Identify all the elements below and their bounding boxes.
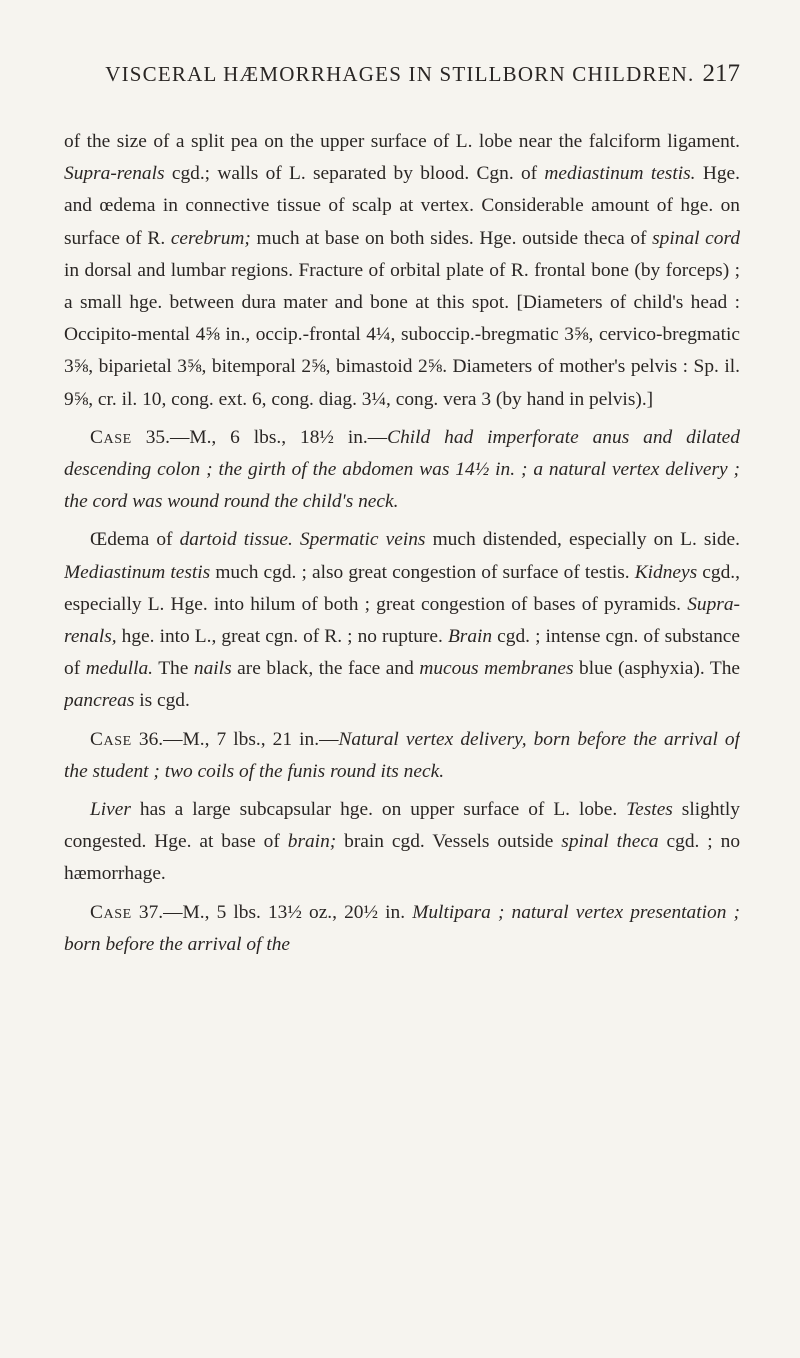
- paragraph-case-36-heading: [64, 724, 740, 788]
- text-run: much cgd. ; also great congestion of surface of testis.: [210, 561, 635, 583]
- italic-run: brain;: [287, 831, 337, 853]
- text-run: 36.—M., 7 lbs., 21 in.—: [131, 728, 339, 750]
- page-number: 217: [702, 60, 740, 87]
- italic-run: Multipara ; natural vertex presentation ; born before the arrival of the: [64, 901, 740, 955]
- text-run: much at base on both sides. Hge. outside theca of: [250, 227, 653, 249]
- italic-run: medulla.: [85, 658, 154, 680]
- book-page: [64, 60, 740, 1340]
- paragraph-case-34-continuation: [64, 126, 740, 416]
- italic-run: nails: [193, 658, 232, 680]
- italic-run: Mediastinum testis: [64, 561, 211, 583]
- running-head: [64, 60, 740, 100]
- paragraph-case-37-heading: [64, 897, 740, 961]
- text-run: are black, the face and: [231, 658, 420, 680]
- text-run: blue (asphyxia). The: [573, 658, 740, 680]
- text-run: The: [153, 658, 194, 680]
- body-text: [64, 126, 740, 961]
- text-run: Hge. and œdema in connective tissue of scalp at vertex. Considerable amount of hge. on surface of R.: [64, 163, 740, 249]
- italic-run: Brain: [447, 626, 493, 648]
- italic-run: Natural vertex delivery, born before the arrival of the student ; two coils of the funis round its neck.: [64, 728, 740, 782]
- text-run: cgd. ; intense cgn. of substance of: [64, 626, 740, 680]
- italic-run: Supra-renals: [64, 163, 165, 185]
- italic-run: pancreas: [64, 690, 135, 712]
- text-run: cgd.; walls of L. separated by blood. Cgn. of: [164, 163, 545, 185]
- italic-run: Supra-renals,: [64, 593, 740, 648]
- italic-run: Child had imperforate anus and dilated descending colon ; the girth of the abdomen was 14½ in. ; a natural vertex delivery ; the cord was wound round the child's neck.: [64, 426, 740, 513]
- text-run: [293, 529, 300, 550]
- text-run: brain cgd. Vessels outside: [336, 831, 562, 853]
- italic-run: Spermatic veins: [299, 529, 426, 551]
- italic-run: spinal theca: [561, 831, 659, 853]
- text-run: much distended, especially on L. side.: [425, 529, 740, 551]
- paragraph-case-36-findings: [64, 794, 740, 891]
- italic-run: mediastinum testis.: [544, 163, 696, 185]
- italic-run: Kidneys: [634, 561, 698, 583]
- text-run: 35.—M., 6 lbs., 18½ in.—: [131, 426, 388, 448]
- text-run: slightly congested. Hge. at base of: [64, 799, 740, 853]
- italic-run: cerebrum;: [170, 227, 251, 249]
- text-run: has a large subcapsular hge. on upper surface of L. lobe.: [130, 799, 627, 821]
- case-label: Case: [90, 426, 132, 448]
- italic-run: spinal cord: [652, 227, 740, 249]
- text-run: cgd., especially L. Hge. into hilum of both ; great congestion of bases of pyramids.: [64, 561, 740, 615]
- paragraph-case-35-heading: [64, 422, 740, 519]
- text-run: of the size of a split pea on the upper surface of L. lobe near the falciform ligament.: [64, 131, 740, 152]
- italic-run: Liver: [90, 799, 131, 821]
- text-run: in dorsal and lumbar regions. Fracture of orbital plate of R. frontal bone (by forceps) ; a small hge. between dura mater and bone at this spot. [Diameters of child's head : Occipito-mental 4⅝ in., occip.-frontal 4¼, suboccip.-bregmatic 3⅝, cervico-bregmatic 3⅝, biparietal 3⅝, bitemporal 2⅝, bimastoid 2⅝. Diameters of mother's pelvis : Sp. il. 9⅝, cr. il. 10, cong. ext. 6, cong. diag. 3¼, cong. vera 3 (by hand in pelvis).]: [64, 259, 740, 410]
- italic-run: dartoid tissue.: [179, 529, 293, 551]
- case-label: Case: [90, 728, 132, 750]
- case-label: Case: [90, 901, 132, 923]
- italic-run: Testes: [626, 799, 673, 821]
- text-run: Œdema of: [90, 529, 180, 551]
- paragraph-case-35-findings: [64, 524, 740, 717]
- running-head-title: VISCERAL HÆMORRHAGES IN STILLBORN CHILDREN.: [105, 62, 695, 86]
- italic-run: mucous membranes: [419, 658, 574, 680]
- text-run: cgd. ; no hæmorrhage.: [64, 831, 740, 885]
- text-run: 37.—M., 5 lbs. 13½ oz., 20½ in.: [131, 901, 413, 923]
- text-run: is cgd.: [134, 690, 190, 712]
- text-run: hge. into L., great cgn. of R. ; no rupture.: [116, 626, 448, 648]
